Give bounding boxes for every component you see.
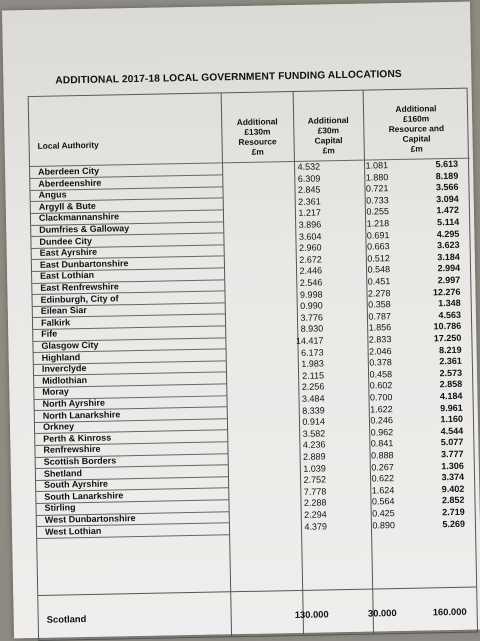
authority-name: Highland xyxy=(41,351,81,363)
header-text: Additional xyxy=(307,114,349,126)
total-capital: 30.000 xyxy=(367,607,397,619)
combined-value: 5.269 xyxy=(442,518,466,529)
authority-name: Edinburgh, City of xyxy=(40,292,119,305)
header-text: £m xyxy=(251,146,264,157)
resource-value: 6.309 xyxy=(297,173,321,184)
capital-value: 0.512 xyxy=(367,252,390,264)
authority-name: Moray xyxy=(42,386,69,398)
authority-name: West Dunbartonshire xyxy=(44,513,136,525)
resource-value: 0.914 xyxy=(302,416,326,428)
capital-value: 0.458 xyxy=(369,368,393,380)
capital-value: 1.856 xyxy=(368,322,392,333)
resource-value: 3.582 xyxy=(302,428,326,439)
authority-name: Scottish Borders xyxy=(43,455,117,467)
capital-value: 0.622 xyxy=(371,473,395,484)
resource-value: 3.776 xyxy=(300,312,324,323)
capital-value: 0.255 xyxy=(366,206,390,217)
resource-value: 7.778 xyxy=(303,486,327,497)
capital-value: 1.081 xyxy=(365,160,389,171)
capital-value: 0.733 xyxy=(366,194,389,206)
resource-value: 2.889 xyxy=(303,451,326,462)
combined-value: 2.719 xyxy=(442,506,465,518)
authority-name: Perth & Kinross xyxy=(43,432,112,444)
resource-value: 2.256 xyxy=(301,381,325,393)
combined-value: 8.189 xyxy=(435,170,459,181)
total-label: Scotland xyxy=(46,613,87,625)
resource-value: 2.672 xyxy=(299,254,322,265)
combined-value: 4.563 xyxy=(438,309,462,321)
header-text: Resource and xyxy=(388,123,445,135)
combined-value: 1.348 xyxy=(438,297,461,309)
capital-value: 0.841 xyxy=(370,438,394,449)
resource-value: 2.115 xyxy=(302,370,325,381)
capital-value: 0.548 xyxy=(367,264,391,275)
resource-value: 3.896 xyxy=(298,219,322,230)
combined-value: 2.361 xyxy=(439,355,462,367)
combined-value: 10.786 xyxy=(433,321,462,332)
combined-value: 4.544 xyxy=(440,425,464,437)
combined-value: 5.114 xyxy=(437,216,460,228)
resource-value: 4.236 xyxy=(302,439,326,451)
resource-value: 2.960 xyxy=(299,242,322,254)
authority-name: West Lothian xyxy=(44,525,102,537)
resource-value: 0.990 xyxy=(300,300,323,312)
capital-value: 1.622 xyxy=(370,403,393,415)
combined-value: 9.961 xyxy=(440,402,463,413)
combined-value: 1.306 xyxy=(441,460,464,471)
header-local-authority: Local Authority xyxy=(37,139,99,151)
capital-value: 0.564 xyxy=(371,496,395,507)
capital-value: 0.663 xyxy=(366,241,390,252)
combined-value: 3.566 xyxy=(435,182,459,193)
header-text: £30m xyxy=(317,125,340,136)
header-text: Capital xyxy=(402,133,431,144)
resource-value: 4.532 xyxy=(297,161,321,172)
authority-name: North Ayrshire xyxy=(42,397,106,409)
authority-name: Inverclyde xyxy=(41,363,87,375)
resource-value: 2.752 xyxy=(303,474,327,486)
authority-name: East Renfrewshire xyxy=(40,281,119,293)
header-text: Additional xyxy=(395,103,437,115)
combined-value: 1.160 xyxy=(440,413,464,425)
combined-value: 5.613 xyxy=(435,158,459,170)
header-text: Resource xyxy=(238,136,277,148)
capital-value: 1.880 xyxy=(365,171,389,183)
capital-value: 0.700 xyxy=(369,392,393,403)
resource-value: 2.288 xyxy=(303,497,327,509)
resource-value: 3.484 xyxy=(301,393,325,404)
capital-value: 0.787 xyxy=(368,310,392,322)
total-combined: 160.000 xyxy=(432,605,467,618)
combined-value: 3.623 xyxy=(436,239,460,251)
header-text: Additional xyxy=(236,116,278,128)
funding-table xyxy=(28,88,478,641)
resource-value: 2.446 xyxy=(299,265,323,277)
combined-value: 3.184 xyxy=(437,251,460,263)
capital-value: 0.888 xyxy=(370,450,394,461)
combined-value: 5.077 xyxy=(440,437,464,448)
resource-value: 8.930 xyxy=(300,323,324,335)
resource-value: 2.294 xyxy=(304,509,327,520)
resource-value: 9.998 xyxy=(299,289,323,300)
authority-name: Renfrewshire xyxy=(43,444,101,456)
authority-name: East Lothian xyxy=(40,270,95,282)
authority-name: Stirling xyxy=(44,502,76,514)
combined-value: 2.858 xyxy=(439,379,463,390)
resource-value: 1.039 xyxy=(303,463,326,474)
header-text: £160m xyxy=(403,113,430,124)
document-title: ADDITIONAL 2017-18 LOCAL GOVERNMENT FUNDING ALLOCATIONS xyxy=(55,68,402,87)
header-resource-and-capital xyxy=(363,95,470,155)
total-resource: 130.000 xyxy=(294,608,329,621)
combined-value: 1.472 xyxy=(436,205,460,216)
capital-value: 0.378 xyxy=(369,357,392,368)
header-text: £m xyxy=(322,145,335,156)
capital-value: 2.046 xyxy=(368,345,392,357)
combined-value: 2.573 xyxy=(439,367,463,379)
capital-value: 0.962 xyxy=(370,426,394,438)
header-text: £130m xyxy=(244,126,271,137)
header-resource xyxy=(221,98,294,157)
combined-value: 2.994 xyxy=(437,263,461,274)
resource-value: 2.845 xyxy=(297,184,321,196)
authority-name: Angus xyxy=(38,189,67,201)
capital-value: 1.624 xyxy=(371,484,395,496)
combined-value: 12.276 xyxy=(432,286,461,297)
capital-value: 2.278 xyxy=(367,287,391,299)
capital-value: 0.425 xyxy=(372,508,395,519)
capital-value: 0.267 xyxy=(371,461,394,473)
capital-value: 0.358 xyxy=(368,299,391,310)
resource-value: 8.339 xyxy=(302,405,325,416)
combined-value: 2.997 xyxy=(437,274,461,286)
document-page xyxy=(2,2,480,639)
resource-value: 1.217 xyxy=(298,207,322,219)
combined-value: 4.295 xyxy=(436,228,460,239)
resource-value: 6.173 xyxy=(301,347,324,358)
total-row xyxy=(39,605,477,627)
capital-value: 0.890 xyxy=(372,519,396,531)
combined-value: 3.094 xyxy=(436,193,459,205)
authority-name: Orkney xyxy=(42,421,75,433)
capital-value: 0.246 xyxy=(370,415,394,426)
combined-value: 4.184 xyxy=(439,390,463,402)
resource-value: 1.983 xyxy=(301,358,324,370)
total-row-divider xyxy=(38,587,476,596)
combined-value: 3.374 xyxy=(441,471,465,483)
authority-name: North Lanarkshire xyxy=(42,408,121,421)
resource-value: 14.417 xyxy=(295,335,324,346)
authority-name: Aberdeen City xyxy=(38,165,100,177)
authority-name: Fife xyxy=(41,328,58,340)
resource-value: 2.361 xyxy=(298,196,321,207)
authority-name: Eilean Siar xyxy=(40,305,87,317)
capital-value: 0.602 xyxy=(369,380,393,391)
authority-name: Falkirk xyxy=(40,317,71,328)
header-text: Capital xyxy=(314,135,343,146)
resource-value: 2.546 xyxy=(299,277,323,288)
authority-name: Glasgow City xyxy=(41,339,99,351)
authority-name: Aberdeenshire xyxy=(38,177,102,189)
resource-value: 3.604 xyxy=(298,231,322,242)
authority-name: East Dunbartonshire xyxy=(39,257,129,270)
combined-value: 3.777 xyxy=(440,448,464,460)
authority-name: Shetland xyxy=(43,467,83,479)
combined-value: 8.219 xyxy=(438,344,462,355)
authority-name: South Ayrshire xyxy=(44,478,109,491)
combined-value: 2.852 xyxy=(441,495,465,506)
authority-name: Argyll & Bute xyxy=(38,200,96,212)
authority-name: Dundee City xyxy=(39,235,93,247)
capital-value: 0.721 xyxy=(365,183,389,194)
authority-name: Midlothian xyxy=(42,374,88,386)
capital-value: 2.833 xyxy=(368,334,392,345)
authority-name: Clackmannanshire xyxy=(38,211,120,224)
capital-value: 0.691 xyxy=(366,229,390,241)
combined-value: 9.402 xyxy=(441,483,465,494)
combined-value: 17.250 xyxy=(433,332,462,344)
authority-name: Dumfries & Galloway xyxy=(39,223,130,235)
capital-value: 0.451 xyxy=(367,276,391,287)
header-capital xyxy=(293,97,364,156)
authority-name: South Lanarkshire xyxy=(44,490,124,502)
resource-value: 4.379 xyxy=(304,521,328,532)
capital-value: 1.218 xyxy=(366,218,390,229)
header-text: £m xyxy=(410,143,423,154)
authority-name: East Ayrshire xyxy=(39,246,98,259)
